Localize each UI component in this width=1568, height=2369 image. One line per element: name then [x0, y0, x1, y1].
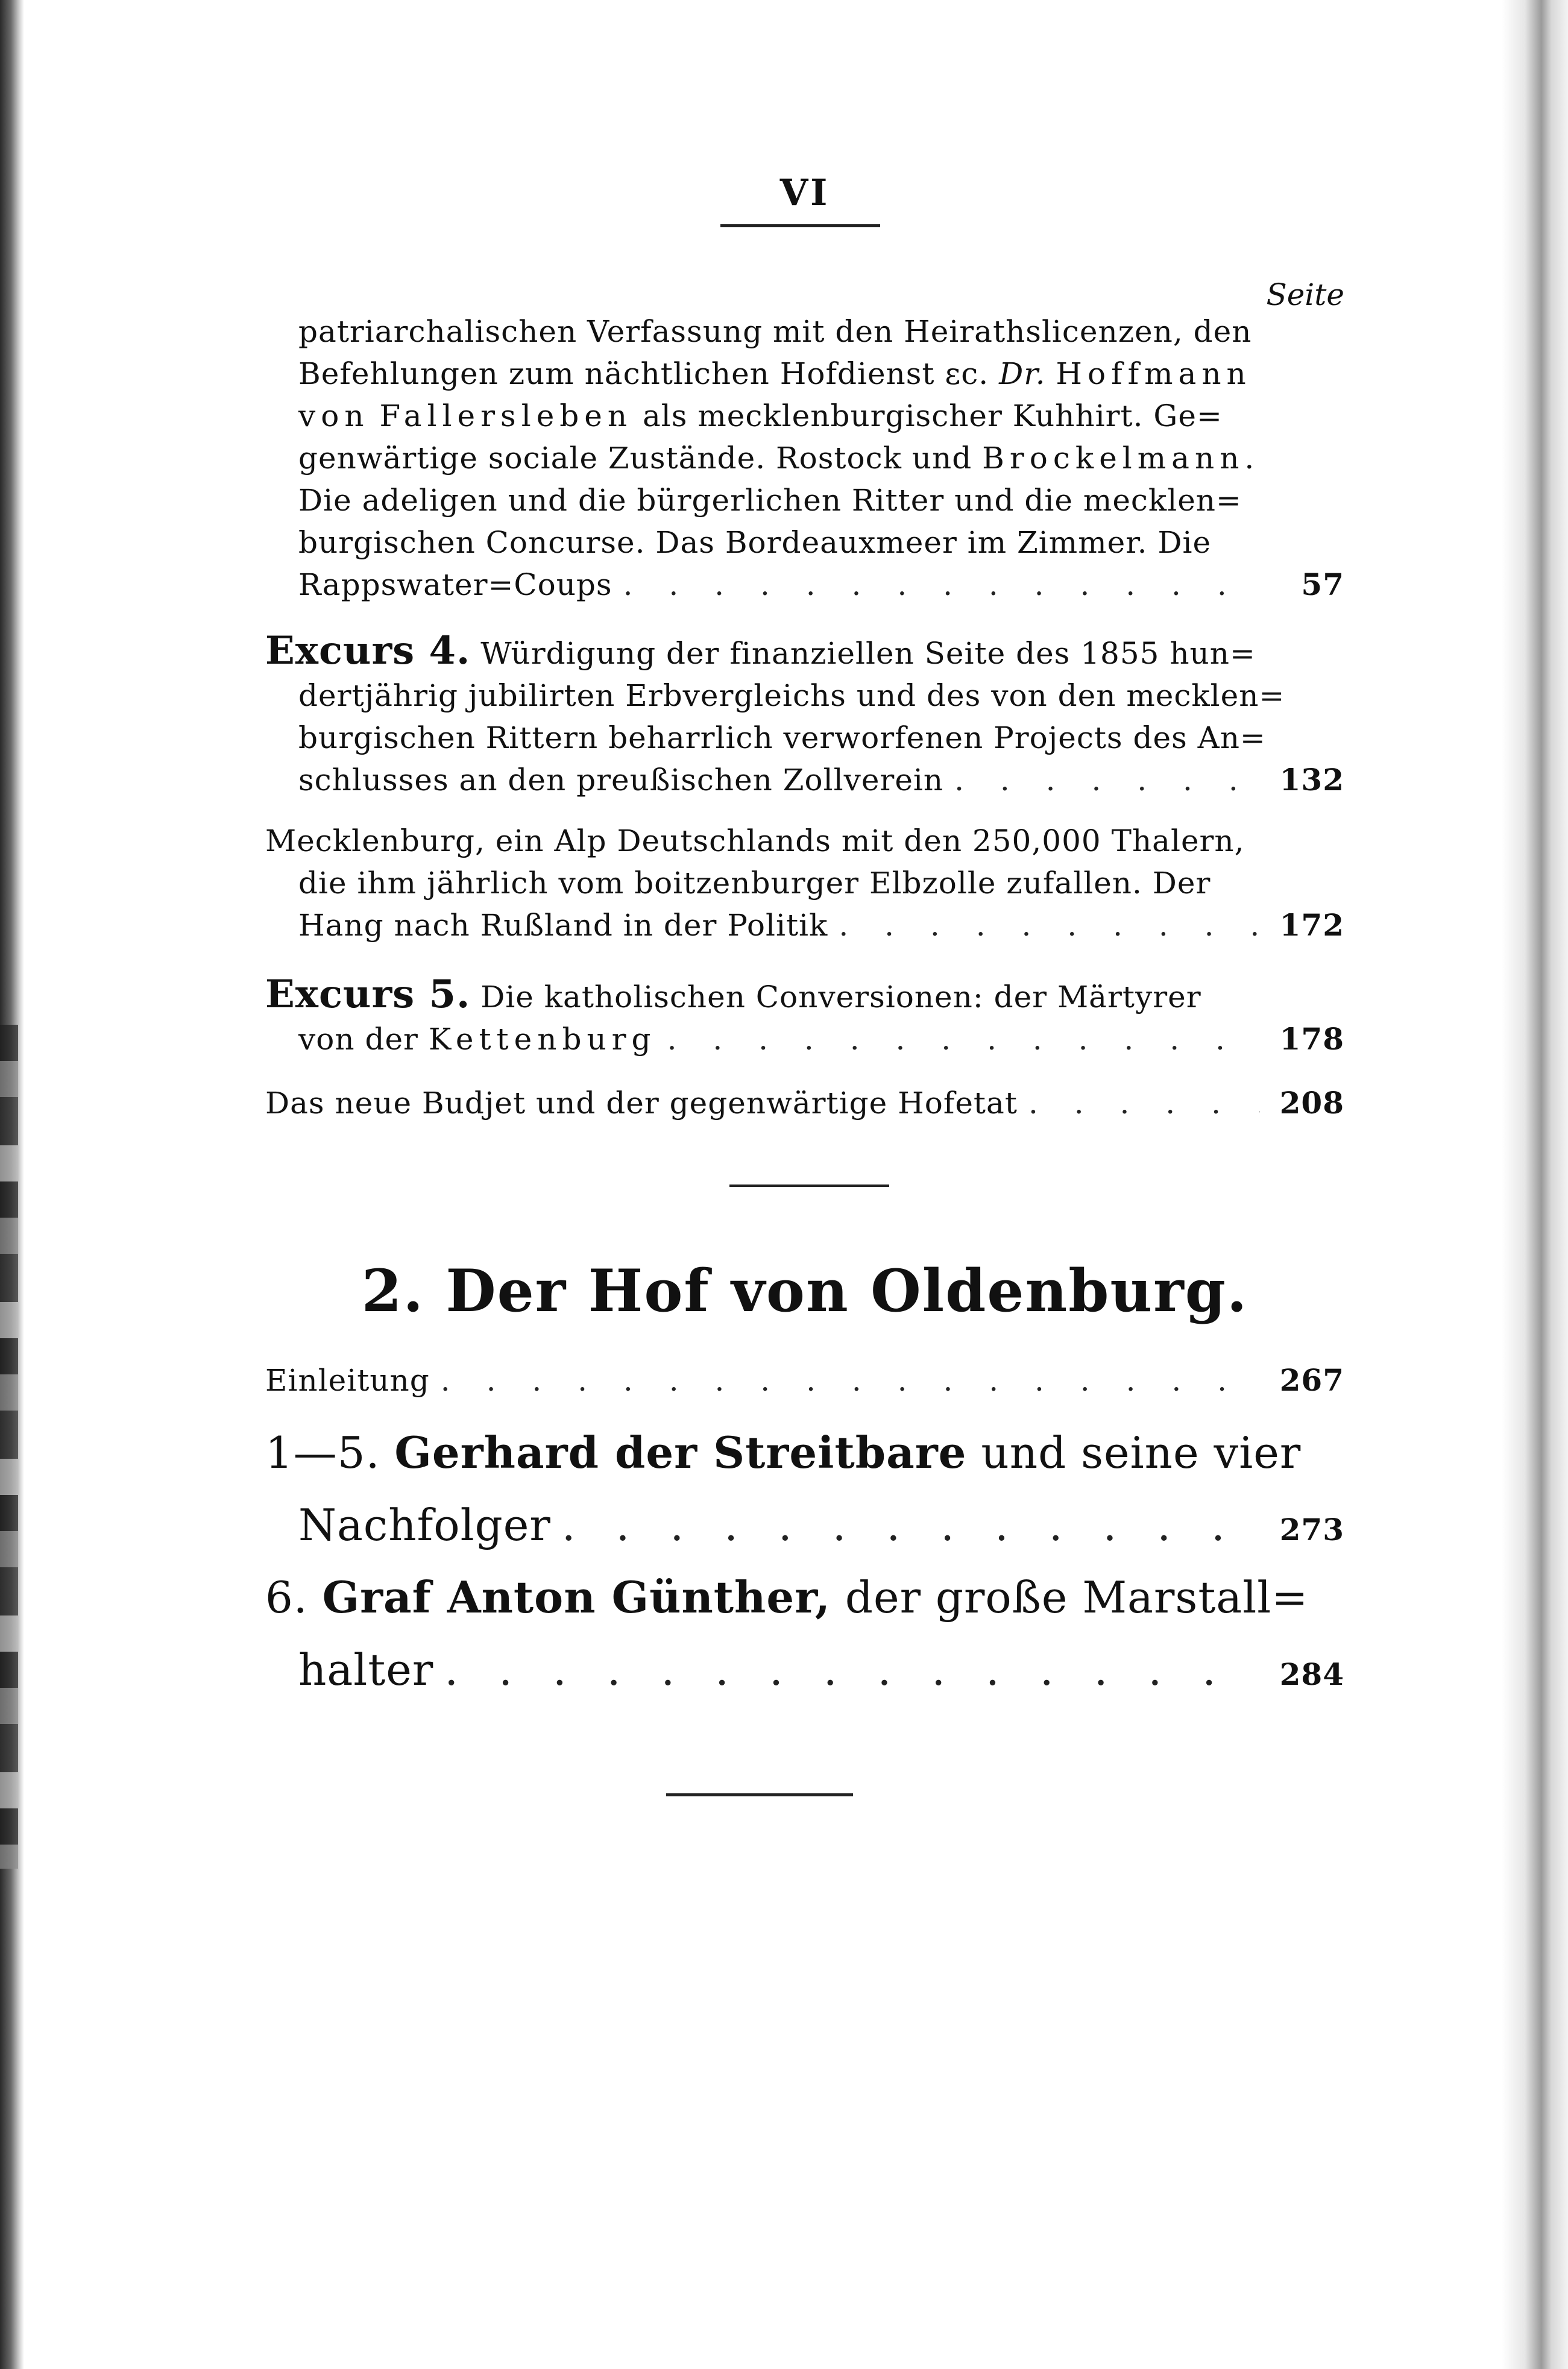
page-number: VI — [779, 172, 830, 214]
entry-page-number: 208 — [1279, 1085, 1344, 1121]
entry-text: Die katholischen Conversionen: der Märtyrer — [480, 980, 1201, 1015]
entry-text: halter — [298, 1644, 434, 1695]
section-divider — [729, 1184, 889, 1187]
toc-entry — [265, 310, 1344, 606]
entry-page-number: 132 — [1279, 762, 1344, 798]
entry-page-number: 267 — [1279, 1362, 1344, 1398]
entry-text: Befehlungen zum nächtlichen Hofdienst ɛc. — [298, 356, 989, 391]
entry-last-line — [265, 904, 1344, 946]
entry-line — [265, 630, 1344, 675]
book-spine-marks — [0, 1025, 18, 1869]
header-rule — [720, 224, 880, 227]
entry-page-number: 284 — [1279, 1656, 1344, 1692]
entry-page-number: 178 — [1279, 1021, 1344, 1057]
entry-last-line — [265, 1489, 1344, 1566]
toc-entry — [265, 1082, 1344, 1124]
entry-text-dr: Dr. — [999, 356, 1046, 391]
entry-line — [265, 1417, 1344, 1489]
entry-page-number: 273 — [1279, 1512, 1344, 1547]
entry-page-number: 57 — [1301, 567, 1344, 602]
leader-dots — [562, 1489, 1260, 1561]
entry-page-number: 172 — [1279, 907, 1344, 943]
entry-last-line — [265, 564, 1344, 606]
entry-line: die ihm jährlich vom boitzenburger Elbzolle zufallen. Der — [298, 866, 1211, 901]
entry-title-strong: Gerhard der Streitbare — [394, 1427, 967, 1478]
entry-name-brockelmann: Brockelmann. — [982, 441, 1260, 476]
entry-text: Hang nach Rußland in der Politik — [298, 908, 828, 943]
entry-text: Nachfolger — [298, 1500, 551, 1550]
entry-text: Das neue Budjet und der gegenwärtige Hofetat — [265, 1086, 1018, 1121]
entry-line: burgischen Rittern beharrlich verworfenen Projects des An= — [298, 720, 1266, 755]
entry-name-hoffmann: Hoffmann — [1056, 356, 1252, 391]
entry-text: Einleitung — [265, 1363, 430, 1398]
entry-name-fallersleben: Fallersleben — [379, 398, 633, 433]
entry-title-strong: Graf Anton Günther, — [322, 1571, 831, 1623]
closing-rule — [666, 1793, 853, 1796]
entry-text — [298, 1018, 656, 1060]
entry-line — [265, 353, 1344, 395]
entry-number: 1—5. — [265, 1427, 380, 1478]
entry-last-line — [265, 1359, 1344, 1402]
entry-text: Würdigung der finanziellen Seite des 1855 hun= — [480, 636, 1256, 671]
toc-entry — [265, 1561, 1344, 1711]
entry-line: burgischen Concurse. Das Bordeauxmeer im Zimmer. Die — [298, 525, 1212, 560]
entry-last-line — [265, 759, 1344, 801]
leader-dots — [954, 759, 1260, 801]
excurs-label: Excurs 5. — [265, 972, 471, 1017]
entry-text: als mecklenburgischer Kuhhirt. Ge= — [643, 398, 1223, 433]
page-edge-shadow — [1502, 0, 1568, 2369]
entry-text-von: von — [298, 398, 370, 433]
entry-text: der große Marstall= — [845, 1572, 1309, 1623]
entry-name-kettenburg: Kettenburg — [428, 1022, 656, 1057]
toc-entry — [265, 1359, 1344, 1402]
entry-line: Mecklenburg, ein Alp Deutschlands mit den 250,000 Thalern, — [265, 823, 1245, 858]
entry-number: 6. — [265, 1572, 308, 1623]
excurs-label: Excurs 4. — [265, 628, 471, 673]
toc-entry — [265, 630, 1344, 801]
entry-line — [265, 395, 1344, 437]
entry-line — [265, 437, 1344, 479]
leader-dots — [441, 1359, 1260, 1402]
leader-dots — [444, 1634, 1260, 1706]
toc-entry — [265, 1417, 1344, 1566]
entry-text-von-der: von der — [298, 1022, 418, 1057]
entry-text: Rappswater=Coups — [298, 567, 612, 602]
entry-text: und seine vier — [981, 1427, 1302, 1478]
entry-text: schlusses an den preußischen Zollverein — [298, 763, 944, 798]
entry-line: patriarchalischen Verfassung mit den Heirathslicenzen, den — [298, 314, 1252, 349]
leader-dots — [623, 564, 1260, 606]
entry-line: dertjährig jubilirten Erbvergleichs und des von den mecklen= — [298, 678, 1285, 713]
toc-entry — [265, 820, 1344, 946]
entry-line — [265, 1561, 1344, 1634]
entry-last-line — [265, 1018, 1344, 1060]
entry-line: Die adeligen und die bürgerlichen Ritter und die mecklen= — [298, 483, 1242, 518]
section-title: 2. Der Hof von Oldenburg. — [361, 1257, 1248, 1325]
entry-text: genwärtige sociale Zustände. Rostock und — [298, 441, 972, 476]
leader-dots — [1028, 1082, 1260, 1124]
entry-last-line — [265, 1634, 1344, 1711]
entry-last-line — [265, 1082, 1344, 1124]
leader-dots — [839, 904, 1260, 946]
toc-entry — [265, 974, 1344, 1060]
book-page — [265, 0, 1344, 2369]
leader-dots — [667, 1018, 1260, 1060]
entry-line — [265, 974, 1344, 1018]
column-header-seite: Seite — [1266, 277, 1344, 312]
